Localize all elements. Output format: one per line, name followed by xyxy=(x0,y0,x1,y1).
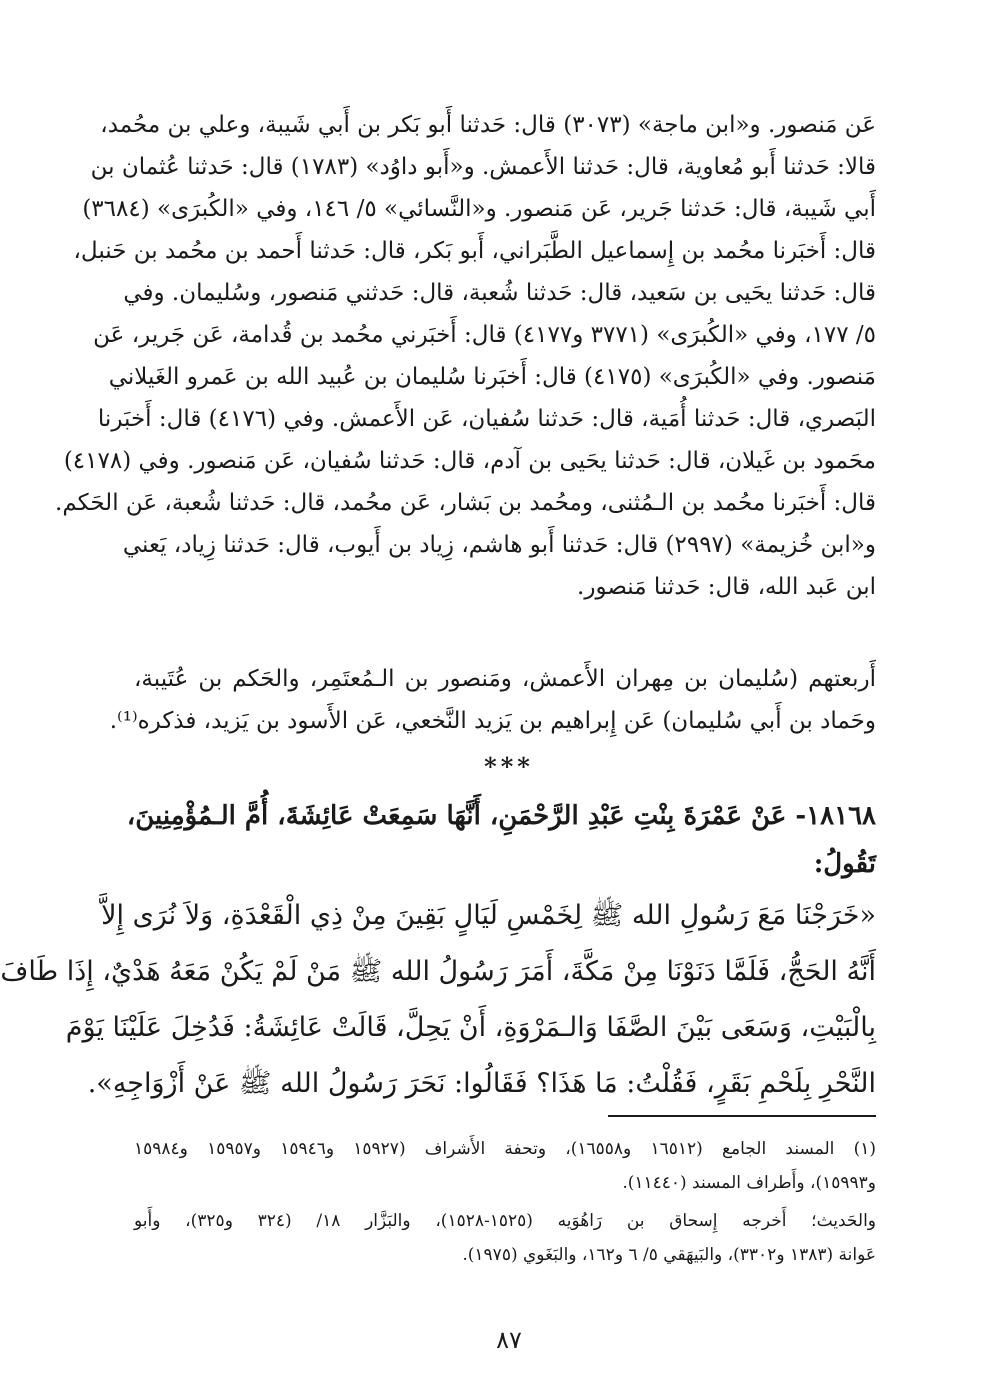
hadith-heading xyxy=(126,792,876,888)
hadith-text-line: أَنَّهُ الحَجُّ، فَلَمَّا دَنَوْنَا مِنْ مَكَّةَ، أَمَرَ رَسُولُ الله ﷺ مَنْ لَمْ يَكُنْ مَعَهُ هَدْيٌ، إِذَا طَافَ xyxy=(0,956,876,987)
narration-line: البَصري، قال: حَدثنا أُمَية، قال: حَدثنا سُفيان، عَن الأَعمش. وفي (٤١٧٦) قال: أَخبَرنا xyxy=(97,406,876,432)
narration-line: مَنصور. وفي «الكُبرَى» (٤١٧٥) قال: أَخبَرنا سُليمان بن عُبيد الله بن عَمرو الغَيلاني xyxy=(108,364,876,390)
hadith-text-line: النَّحْرِ بِلَحْمِ بَقَرٍ، فَقُلْتُ: مَا هَذَا؟ فَقَالُوا: نَحَرَ رَسُولُ الله ﷺ عَنْ أَزْوَاجِهِ». xyxy=(87,1068,876,1099)
footnote-line: عَوانة (١٣٨٣ و٣٣٠٢)، والبَيهَقي ٥/ ٦ و١٦٢، والبَغَوي (١٩٧٥). xyxy=(462,1245,876,1265)
narration-line: و«ابن خُزيمة» (٢٩٩٧) قال: حَدثنا أَبو هاشم، زِياد بن أَيوب، قال: حَدثنا زِياد، يَعني xyxy=(122,532,876,558)
page-number: ٨٧ xyxy=(496,1326,522,1354)
hadith-number-line: ١٨١٦٨- عَنْ عَمْرَةَ بِنْتِ عَبْدِ الرَّحْمَنِ، أَنَّهَا سَمِعَتْ عَائِشَةَ، أُمَّ الـمُؤْمِنِينَ، xyxy=(126,801,876,831)
narration-line: عَن مَنصور. و«ابن ماجة» (٣٠٧٣) قال: حَدثنا أَبو بَكر بن أَبي شَيبة، وعلي بن محُمد، xyxy=(100,112,876,138)
narration-line: محَمود بن غَيلان، قال: حَدثنا يحَيى بن آدم، قال: حَدثنا سُفيان، عَن مَنصور. وفي (٤١٧٨) xyxy=(63,448,876,474)
hadith-text-line: «خَرَجْنَا مَعَ رَسُولِ الله ﷺ لِخَمْسِ لَيَالٍ بَقِينَ مِنْ ذِي الْقَعْدَةِ، وَلاَ نُرَى إِلاَّ xyxy=(101,900,876,931)
narration-line: ٥/ ١٧٧، وفي «الكُبرَى» (٣٧٧١ و٤١٧٧) قال: أَخبَرني محُمد بن قُدامة، عَن جَرير، عَن xyxy=(93,322,876,348)
summary-line: أَربعتهم (سُليمان بن مِهران الأَعمش، ومَنصور بن الـمُعتَمِر، والحَكم بن عُتَيبة، xyxy=(134,666,876,692)
narration-line: قال: أَخبَرنا محُمد بن إِسماعيل الطَّبَراني، أَبو بَكر، قال: حَدثنا أَحمد بن محُمد بن حَنبل، xyxy=(73,238,876,264)
hadith-number-line-end: تَقُولُ: xyxy=(813,849,876,879)
section-separator: *** xyxy=(484,752,534,781)
narration-summary xyxy=(109,658,876,742)
narration-chain xyxy=(55,104,876,608)
hadith-text xyxy=(0,888,876,1112)
footnote-divider xyxy=(608,1115,876,1117)
narration-line: أَبي شَيبة، قال: حَدثنا جَرير، عَن مَنصور. و«النَّسائي» ٥/ ١٤٦، وفي «الكُبرَى» (٣٦٨٤) xyxy=(82,196,876,222)
narration-line: ابن عَبد الله، قال: حَدثنا مَنصور. xyxy=(577,574,876,600)
hadith-text-line: بِالْبَيْتِ، وَسَعَى بَيْنَ الصَّفَا وَالـمَرْوَةِ، أَنْ يَحِلَّ، قَالَتْ عَائِشَةُ: فَدُخِلَ عَلَيْنَا يَوْمَ xyxy=(65,1012,876,1043)
footnote-line: والحَديث؛ أَخرجه إِسحاق بن رَاهُوَيه (١٥٢٥-١٥٢٨)، والبَزَّار ١٨/ (٣٢٤ و٣٢٥)، وأَبو xyxy=(134,1211,877,1231)
narration-line: قال: حَدثنا يحَيى بن سَعيد، قال: حَدثنا شُعبة، قال: حَدثني مَنصور، وسُليمان. وفي xyxy=(123,280,876,306)
footnote-line: و١٥٩٩٣)، وأَطراف المسند (١١٤٤٠). xyxy=(622,1173,876,1193)
footnote-1 xyxy=(134,1132,876,1200)
narration-line: قالا: حَدثنا أَبو مُعاوية، قال: حَدثنا الأَعمش. و«أَبو داوُد» (١٧٨٣) قال: حَدثنا عُثمان بن xyxy=(90,154,876,180)
narration-line: قال: أَخبَرنا محُمد بن الـمُثنى، ومحُمد بن بَشار، عَن محُمد، قال: حَدثنا شُعبة، عَن الحَكم. xyxy=(55,490,876,516)
footnote-2 xyxy=(134,1204,876,1272)
footnote-line: (١) المسند الجامع (١٦٥١٢ و١٦٥٥٨)، وتحفة الأَشراف (١٥٩٢٧ و١٥٩٤٦ و١٥٩٥٧ و١٥٩٨٤ xyxy=(134,1139,876,1159)
summary-line: وحَماد بن أَبي سُليمان) عَن إِبراهيم بن يَزيد النَّخعي، عَن الأَسود بن يَزيد، فذكره⁽¹⁾. xyxy=(109,708,876,734)
